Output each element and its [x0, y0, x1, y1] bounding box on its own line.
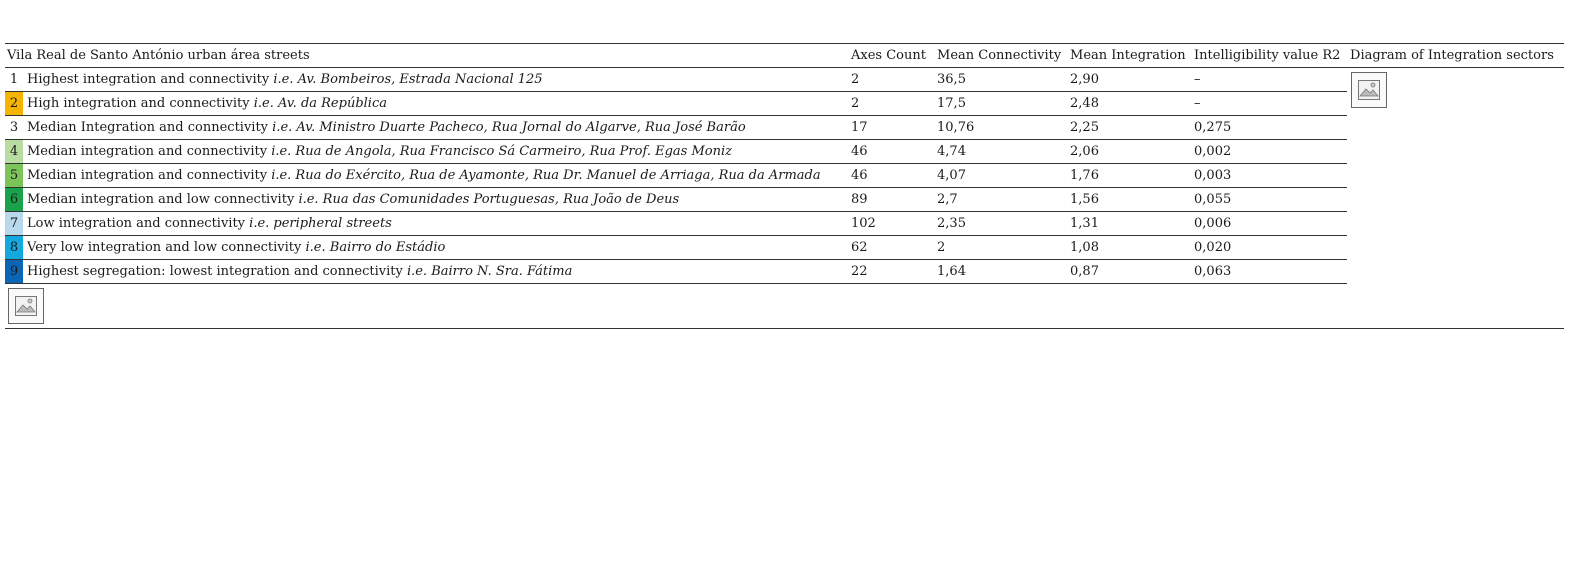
axes-count-cell: 2 — [847, 68, 933, 92]
axes-count-cell: 2 — [847, 92, 933, 116]
sector-number — [5, 236, 23, 260]
table-row — [5, 164, 1564, 188]
sector-number — [5, 92, 23, 116]
intelligibility-cell: – — [1190, 92, 1347, 116]
intelligibility-cell: 0,006 — [1190, 212, 1347, 236]
sector-number — [5, 140, 23, 164]
header-axes-count: Axes Count — [847, 44, 933, 68]
mean-connectivity-cell: 2,7 — [933, 188, 1066, 212]
sector-description — [23, 68, 847, 92]
sector-example: i.e. Bairro N. Sra. Fátima — [406, 264, 573, 279]
mean-connectivity-cell: 1,64 — [933, 260, 1066, 284]
sector-number — [5, 68, 23, 92]
sector-label: Highest segregation: lowest integration and connectivity — [27, 264, 403, 279]
mean-connectivity-cell: 10,76 — [933, 116, 1066, 140]
sector-description — [23, 92, 847, 116]
sector-color-swatch: 2 — [5, 92, 23, 115]
table-row — [5, 260, 1564, 284]
sector-number — [5, 212, 23, 236]
table-row — [5, 188, 1564, 212]
table-row — [5, 68, 1564, 92]
image-placeholder-icon — [8, 288, 44, 324]
sector-example: i.e. Av. Ministro Duarte Pacheco, Rua Jornal do Algarve, Rua José Barão — [272, 120, 746, 135]
intelligibility-cell: – — [1190, 68, 1347, 92]
table-row — [5, 116, 1564, 140]
intelligibility-cell: 0,002 — [1190, 140, 1347, 164]
table-header-row — [5, 44, 1564, 68]
mean-integration-cell: 1,56 — [1066, 188, 1190, 212]
table-row — [5, 92, 1564, 116]
sector-example: i.e. Av. da República — [253, 96, 387, 111]
sector-label: Median integration and low connectivity — [27, 192, 295, 207]
sector-description — [23, 188, 847, 212]
mean-connectivity-cell: 2 — [933, 236, 1066, 260]
mean-integration-cell: 2,25 — [1066, 116, 1190, 140]
sector-example: i.e. peripheral streets — [249, 216, 392, 231]
sector-label: Very low integration and low connectivity — [27, 240, 302, 255]
sector-example: i.e. Rua de Angola, Rua Francisco Sá Carmeiro, Rua Prof. Egas Moniz — [271, 144, 732, 159]
header-streets: Vila Real de Santo António urban área streets — [5, 44, 847, 68]
sector-label: Low integration and connectivity — [27, 216, 246, 231]
mean-integration-cell: 1,08 — [1066, 236, 1190, 260]
sector-label: Median integration and connectivity — [27, 144, 268, 159]
sector-color-swatch: 9 — [5, 260, 23, 283]
sector-color-swatch: 7 — [5, 212, 23, 235]
sector-example: i.e. Av. Bombeiros, Estrada Nacional 125 — [273, 72, 543, 87]
table-row — [5, 212, 1564, 236]
sector-example: i.e. Rua das Comunidades Portuguesas, Rua João de Deus — [298, 192, 680, 207]
sector-description — [23, 164, 847, 188]
mean-connectivity-cell: 36,5 — [933, 68, 1066, 92]
sector-color-swatch: 4 — [5, 140, 23, 163]
sector-description — [23, 260, 847, 284]
mean-connectivity-cell: 2,35 — [933, 212, 1066, 236]
mean-integration-cell: 2,06 — [1066, 140, 1190, 164]
sector-color-swatch: 8 — [5, 236, 23, 259]
intelligibility-cell: 0,275 — [1190, 116, 1347, 140]
sector-label: Highest integration and connectivity — [27, 72, 270, 87]
sector-number — [5, 164, 23, 188]
axes-count-cell: 89 — [847, 188, 933, 212]
mean-integration-cell: 1,31 — [1066, 212, 1190, 236]
table-footer — [5, 284, 1564, 329]
mean-integration-cell: 2,48 — [1066, 92, 1190, 116]
axes-count-cell: 62 — [847, 236, 933, 260]
diagram-cell — [1347, 68, 1564, 284]
mean-connectivity-cell: 4,74 — [933, 140, 1066, 164]
axes-count-cell: 46 — [847, 140, 933, 164]
sector-example: i.e. Bairro do Estádio — [305, 240, 446, 255]
sector-number — [5, 116, 23, 140]
sector-color-swatch: 1 — [5, 68, 23, 91]
axes-count-cell: 17 — [847, 116, 933, 140]
axes-count-cell: 46 — [847, 164, 933, 188]
sector-color-swatch: 5 — [5, 164, 23, 187]
integration-table — [5, 43, 1564, 284]
sector-color-swatch: 6 — [5, 188, 23, 211]
header-intelligibility: Intelligibility value R2 — [1190, 44, 1347, 68]
mean-connectivity-cell: 17,5 — [933, 92, 1066, 116]
sector-description — [23, 140, 847, 164]
sector-description — [23, 212, 847, 236]
sector-number — [5, 260, 23, 284]
intelligibility-cell: 0,055 — [1190, 188, 1347, 212]
image-placeholder-icon — [1351, 72, 1387, 108]
header-mean-connectivity: Mean Connectivity — [933, 44, 1066, 68]
sector-label: Median integration and connectivity — [27, 168, 268, 183]
sector-label: Median Integration and connectivity — [27, 120, 269, 135]
axes-count-cell: 22 — [847, 260, 933, 284]
sector-number — [5, 188, 23, 212]
table-row — [5, 140, 1564, 164]
data-table-container — [5, 43, 1564, 329]
mean-integration-cell: 0,87 — [1066, 260, 1190, 284]
mean-integration-cell: 2,90 — [1066, 68, 1190, 92]
table-row — [5, 236, 1564, 260]
sector-example: i.e. Rua do Exército, Rua de Ayamonte, Rua Dr. Manuel de Arriaga, Rua da Armada — [271, 168, 821, 183]
intelligibility-cell: 0,003 — [1190, 164, 1347, 188]
header-mean-integration: Mean Integration — [1066, 44, 1190, 68]
mean-connectivity-cell: 4,07 — [933, 164, 1066, 188]
sector-color-swatch: 3 — [5, 116, 23, 139]
intelligibility-cell: 0,020 — [1190, 236, 1347, 260]
header-diagram: Diagram of Integration sectors — [1347, 44, 1564, 68]
sector-description — [23, 236, 847, 260]
sector-label: High integration and connectivity — [27, 96, 250, 111]
mean-integration-cell: 1,76 — [1066, 164, 1190, 188]
sector-description — [23, 116, 847, 140]
axes-count-cell: 102 — [847, 212, 933, 236]
intelligibility-cell: 0,063 — [1190, 260, 1347, 284]
